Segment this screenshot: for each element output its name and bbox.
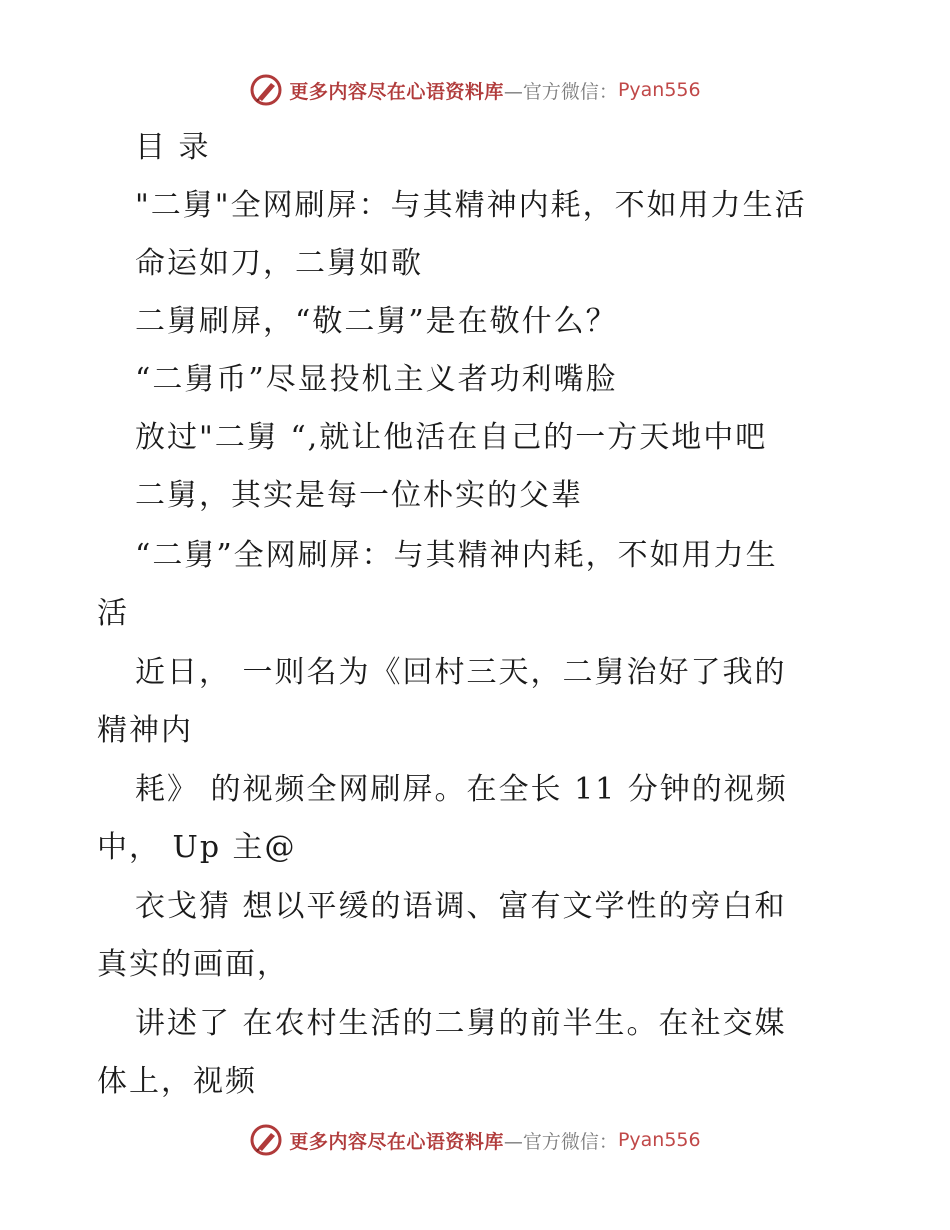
header-banner <box>0 70 950 110</box>
paragraph-line: 精神内 <box>97 713 193 748</box>
article-title-line: 活 <box>97 596 129 631</box>
banner-text: 更多内容尽在心语资料库 <box>289 80 504 103</box>
banner-separator: —官方微信： <box>503 1130 618 1153</box>
paragraph-line: 中， Up 主@ <box>97 830 297 865</box>
toc-item[interactable]: 放过"二舅 “,就让他活在自己的一方天地中吧 <box>135 420 768 455</box>
toc-item[interactable]: 二舅刷屏，“敬二舅”是在敬什么？ <box>135 304 618 339</box>
toc-item[interactable]: 二舅，其实是每一位朴实的父辈 <box>135 478 583 513</box>
toc-item[interactable]: “二舅币”尽显投机主义者功利嘴脸 <box>135 362 618 397</box>
paragraph-line: 衣戈猜 想以平缓的语调、富有文学性的旁白和 <box>135 889 787 924</box>
paragraph-line: 近日， 一则名为《回村三天，二舅治好了我的 <box>135 655 787 690</box>
toc-heading: 目 录 <box>135 130 211 165</box>
banner-wechat-id: Pyan556 <box>617 1129 701 1151</box>
banner-separator: —官方微信： <box>503 80 618 103</box>
paragraph-line: 真实的画面， <box>97 947 289 982</box>
paragraph-line: 讲述了 在农村生活的二舅的前半生。在社交媒 <box>135 1006 787 1041</box>
banner-wechat-id: Pyan556 <box>617 79 701 101</box>
article-title-line: “二舅”全网刷屏：与其精神内耗，不如用力生 <box>135 538 778 573</box>
toc-item[interactable]: "二舅"全网刷屏：与其精神内耗，不如用力生活 <box>135 188 807 223</box>
banner-text: 更多内容尽在心语资料库 <box>289 1130 504 1153</box>
pen-logo-icon <box>249 1123 283 1157</box>
paragraph-line: 耗》 的视频全网刷屏。在全长 11 分钟的视频 <box>135 772 788 807</box>
pen-logo-icon <box>249 73 283 107</box>
paragraph-line: 体上，视频 <box>97 1064 257 1099</box>
toc-item[interactable]: 命运如刀，二舅如歌 <box>135 246 423 281</box>
footer-banner <box>0 1120 950 1160</box>
